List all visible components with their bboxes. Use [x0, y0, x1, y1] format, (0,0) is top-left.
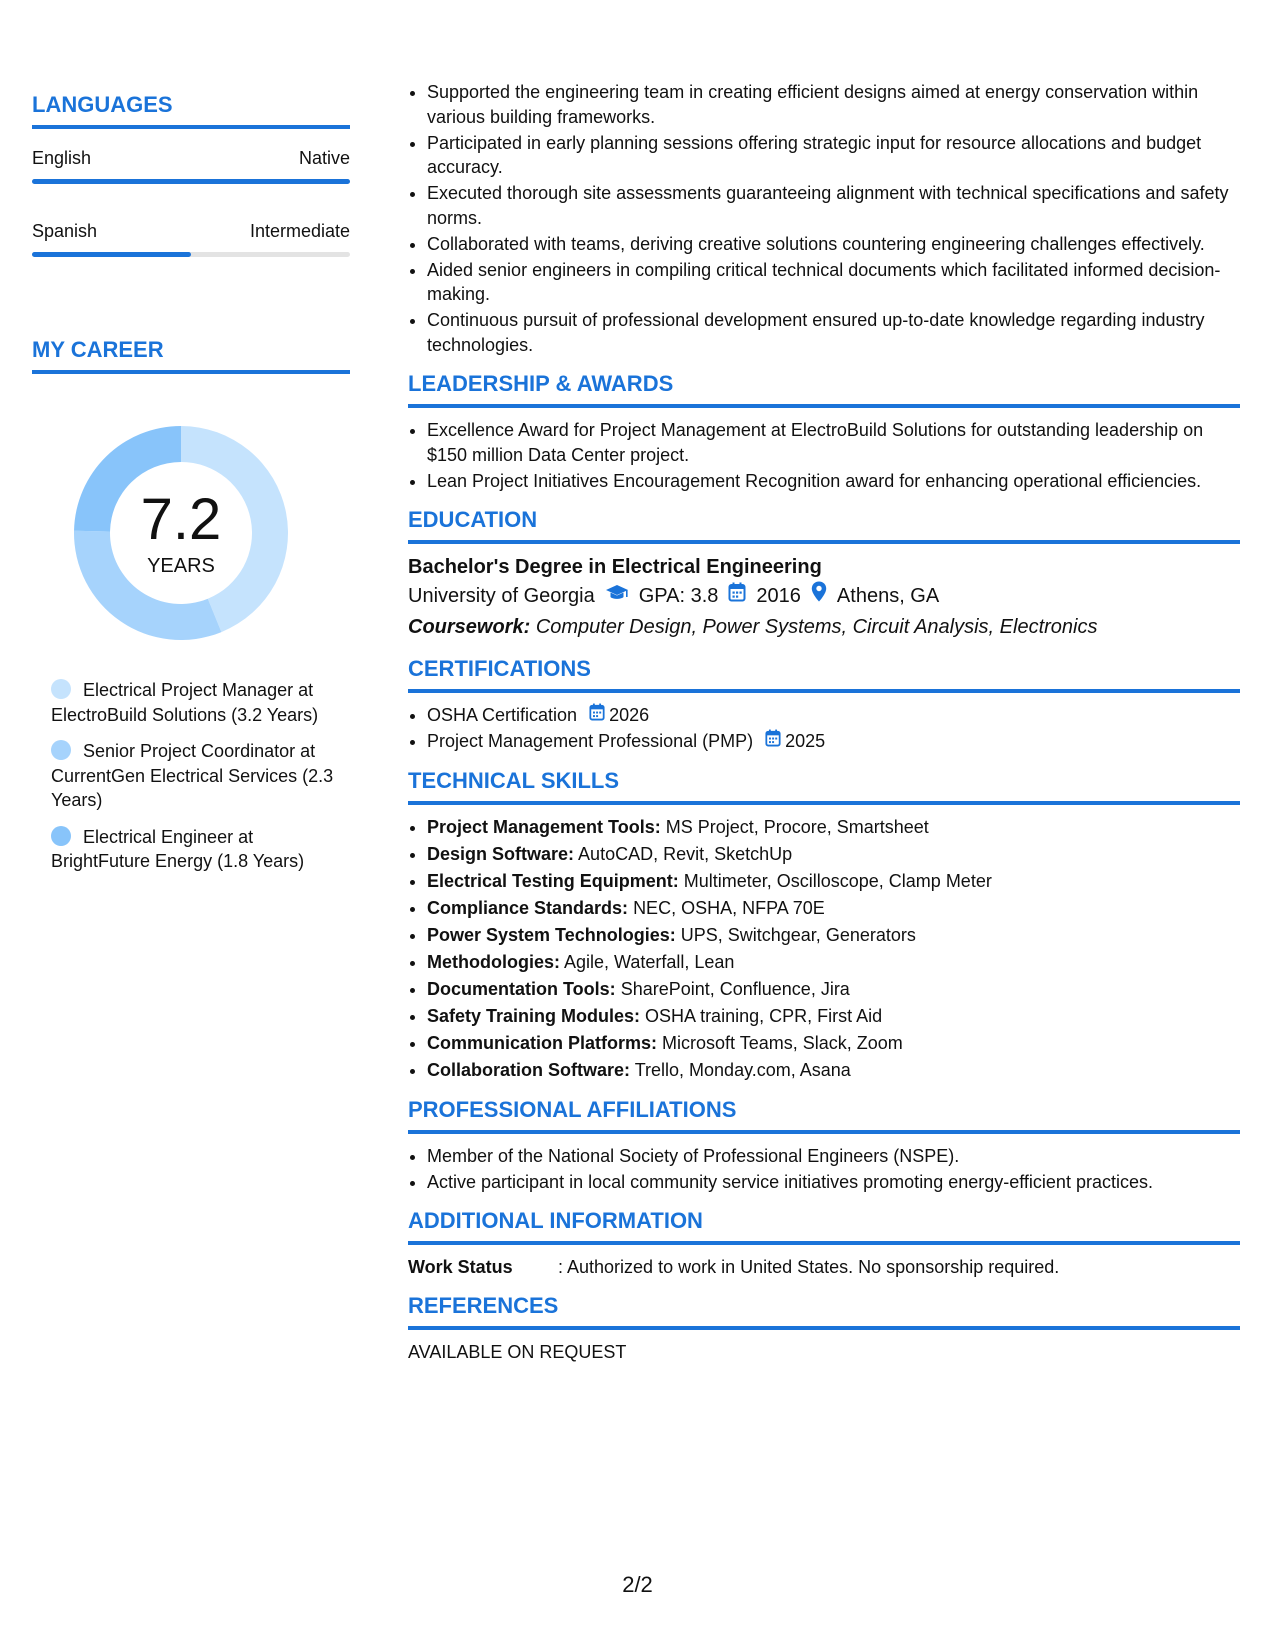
experience-bullet: • Participated in early planning sessions offering strategic input for resource allocations and budget accuracy.: [427, 131, 1240, 180]
certification-name: • Project Management Professional (PMP): [427, 731, 754, 751]
certification-item: [427, 729, 1240, 754]
affiliations-heading: PROFESSIONAL AFFILIATIONS: [408, 1097, 1240, 1134]
career-heading: MY CAREER: [32, 337, 350, 374]
calendar-icon: [765, 729, 781, 754]
skill-category: Project Management Tools:: [427, 816, 661, 837]
skill-item: [427, 1004, 1240, 1029]
career-total-years: 7.2: [140, 487, 222, 552]
additional-info-heading: ADDITIONAL INFORMATION: [408, 1208, 1240, 1245]
left-column: [32, 92, 350, 886]
right-column: [408, 80, 1240, 1364]
skill-category: Methodologies:: [427, 951, 560, 972]
career-legend-item: [51, 678, 341, 727]
skill-values: MS Project, Procore, Smartsheet: [665, 816, 929, 837]
language-name: Spanish: [32, 221, 98, 241]
experience-bullet: • Executed thorough site assessments guaranteeing alignment with technical specifications and safety norms.: [427, 181, 1240, 230]
career-legend-item: [51, 825, 341, 874]
experience-bullet: • Collaborated with teams, deriving creative solutions countering engineering challenges effectively.: [427, 232, 1240, 257]
coursework-list: Computer Design, Power Systems, Circuit Analysis, Electronics: [535, 616, 1098, 638]
skill-item: [427, 896, 1240, 921]
legend-dot: [51, 679, 71, 699]
language-english: [32, 147, 350, 184]
school-name: University of Georgia: [408, 585, 595, 607]
affiliations-section: [408, 1097, 1240, 1195]
language-bar: [32, 179, 350, 184]
skill-item: [427, 815, 1240, 840]
skill-item: [427, 869, 1240, 894]
education-details: [408, 581, 1240, 612]
awards-section: [408, 371, 1240, 493]
certification-year: 2025: [785, 731, 826, 751]
skill-category: Collaboration Software:: [427, 1059, 631, 1080]
certifications-section: [408, 656, 1240, 754]
skill-category: Documentation Tools:: [427, 978, 616, 999]
career-section: [32, 337, 350, 874]
award-item: • Excellence Award for Project Management at ElectroBuild Solutions for outstanding leadership on $150 million Data Center project.: [427, 418, 1240, 467]
skill-item: [427, 842, 1240, 867]
legend-label: Electrical Project Manager at ElectroBuild Solutions (3.2 Years): [51, 680, 319, 725]
degree-title: Bachelor's Degree in Electrical Engineering: [408, 556, 822, 578]
awards-heading: LEADERSHIP & AWARDS: [408, 371, 1240, 408]
certification-name: • OSHA Certification: [427, 705, 578, 725]
experience-bullet: • Aided senior engineers in compiling critical technical documents which facilitated informed decision-making.: [427, 258, 1240, 307]
language-spanish: [32, 220, 350, 257]
skill-category: Electrical Testing Equipment:: [427, 870, 679, 891]
coursework-label: Coursework:: [408, 616, 531, 638]
skill-values: NEC, OSHA, NFPA 70E: [633, 897, 825, 918]
skills-section: [408, 768, 1240, 1083]
skill-item: [427, 1058, 1240, 1083]
career-years-label: YEARS: [147, 555, 215, 577]
skill-values: SharePoint, Confluence, Jira: [620, 978, 850, 999]
skill-values: Agile, Waterfall, Lean: [564, 951, 735, 972]
education-heading: EDUCATION: [408, 507, 1240, 544]
skill-item: [427, 950, 1240, 975]
additional-info-section: [408, 1208, 1240, 1279]
references-heading: REFERENCES: [408, 1293, 1240, 1330]
language-name: English: [32, 148, 92, 168]
location-pin-icon: [811, 581, 827, 612]
page-number: 2/2: [622, 1572, 653, 1597]
work-status-value: : Authorized to work in United States. No sponsorship required.: [558, 1257, 1060, 1277]
certification-item: [427, 703, 1240, 728]
experience-bullets: [408, 80, 1240, 357]
legend-dot: [51, 826, 71, 846]
legend-label: Senior Project Coordinator at CurrentGen Electrical Services (2.3 Years): [51, 741, 334, 810]
skill-values: Trello, Monday.com, Asana: [634, 1059, 851, 1080]
skill-values: UPS, Switchgear, Generators: [680, 924, 916, 945]
certifications-heading: CERTIFICATIONS: [408, 656, 1240, 693]
skill-category: Safety Training Modules:: [427, 1005, 641, 1026]
gpa: GPA: 3.8: [638, 585, 719, 607]
legend-label: Electrical Engineer at BrightFuture Energy (1.8 Years): [51, 826, 305, 871]
experience-bullet: • Continuous pursuit of professional development ensured up-to-date knowledge regarding industry technologies.: [427, 308, 1240, 357]
career-legend-item: [51, 739, 341, 813]
skill-category: Communication Platforms:: [427, 1032, 658, 1053]
affiliation-item: • Member of the National Society of Professional Engineers (NSPE).: [427, 1144, 1240, 1169]
skill-category: Power System Technologies:: [427, 924, 676, 945]
school-location: Athens, GA: [836, 585, 940, 607]
skill-values: Multimeter, Oscilloscope, Clamp Meter: [683, 870, 992, 891]
language-bar-fill: [32, 179, 350, 184]
calendar-icon: [589, 703, 605, 728]
affiliation-item: • Active participant in local community service initiatives promoting energy-efficient practices.: [427, 1170, 1240, 1195]
language-bar-fill: [32, 252, 191, 257]
experience-bullet: • Supported the engineering team in creating efficient designs aimed at energy conservation within various building frameworks.: [427, 80, 1240, 129]
languages-heading: LANGUAGES: [32, 92, 350, 129]
legend-dot: [51, 740, 71, 760]
skill-values: OSHA training, CPR, First Aid: [645, 1005, 883, 1026]
calendar-icon: [728, 581, 746, 612]
references-text: AVAILABLE ON REQUEST: [408, 1342, 627, 1362]
skill-values: AutoCAD, Revit, SketchUp: [578, 843, 793, 864]
career-legend: [32, 678, 350, 874]
skill-item: [427, 1031, 1240, 1056]
career-donut: [66, 418, 296, 648]
skill-item: [427, 977, 1240, 1002]
graduation-cap-icon: [605, 581, 629, 612]
skill-values: Microsoft Teams, Slack, Zoom: [662, 1032, 903, 1053]
language-level: Native: [298, 148, 350, 168]
references-section: [408, 1293, 1240, 1364]
work-status-label: Work Status: [408, 1257, 513, 1277]
certification-year: 2026: [609, 705, 650, 725]
award-item: • Lean Project Initiatives Encouragement Recognition award for enhancing operational efficiencies.: [427, 469, 1240, 494]
skill-category: Compliance Standards:: [427, 897, 629, 918]
language-level: Intermediate: [249, 221, 350, 241]
skill-item: [427, 923, 1240, 948]
skill-category: Design Software:: [427, 843, 575, 864]
graduation-year: 2016: [756, 585, 801, 607]
language-bar: [32, 252, 350, 257]
coursework: [408, 612, 1240, 642]
skills-heading: TECHNICAL SKILLS: [408, 768, 1240, 805]
education-section: [408, 507, 1240, 642]
